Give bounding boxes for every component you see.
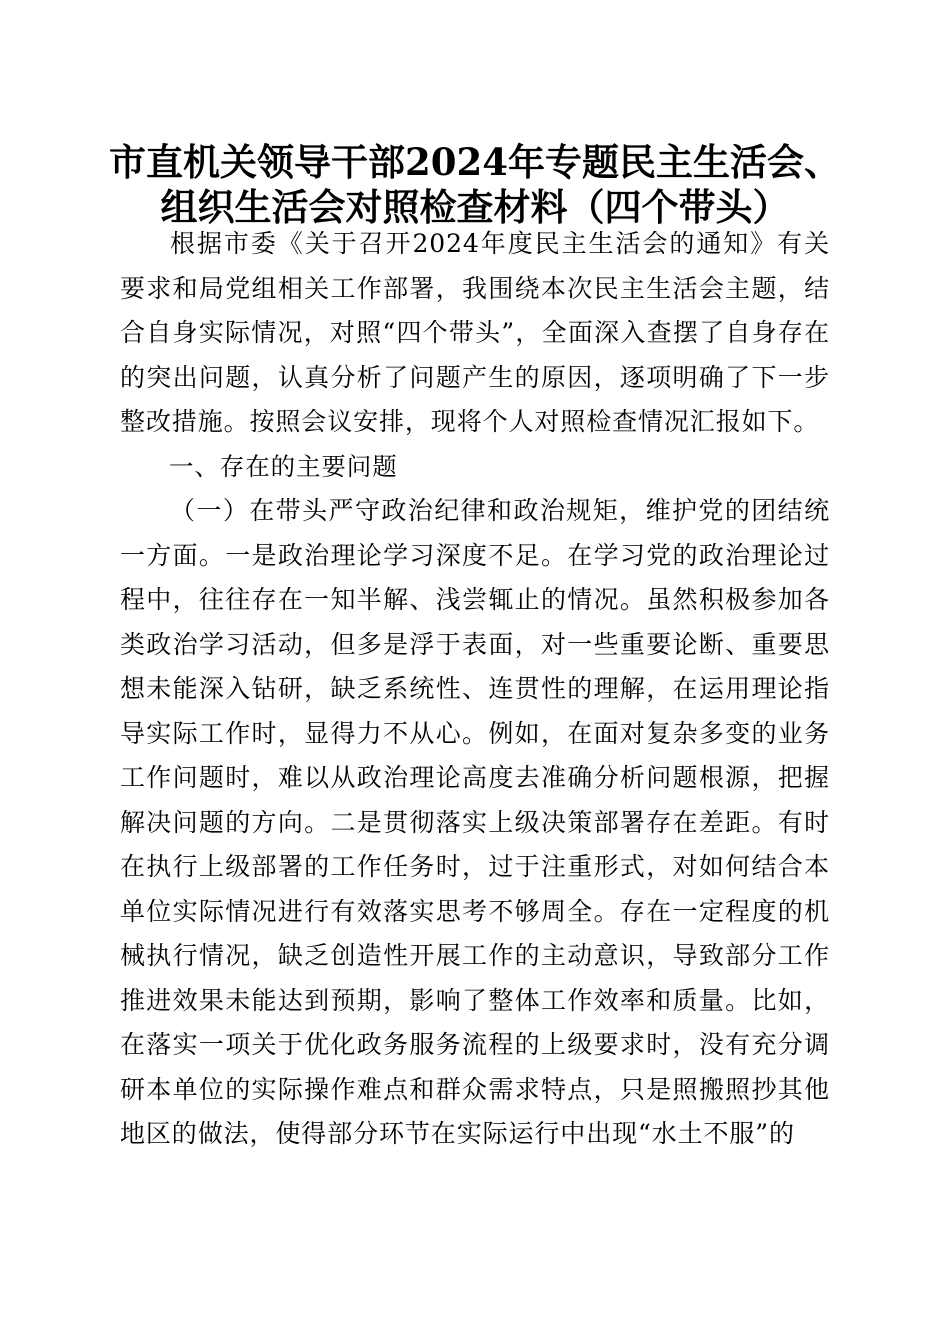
- intro-paragraph: 根据市委《关于召开2024年度民主生活会的通知》有关要求和局党组相关工作部署，我围绕本次民主生活会主题，结合自身实际情况，对照“四个带头”，全面深入查摆了自身存在的突出问题，认真分析了问题产生的原因，逐项明确了下一步整改措施。按照会议安排，现将个人对照检查情况汇报如下。: [120, 229, 830, 436]
- section-heading: 一、存在的主要问题: [169, 451, 398, 481]
- body-paragraph: （一）在带头严守政治纪律和政治规矩，维护党的团结统一方面。一是政治理论学习深度不足。在学习党的政治理论过程中，往往存在一知半解、浅尝辄止的情况。虽然积极参加各类政治学习活动，但多是浮于表面，对一些重要论断、重要思想未能深入钻研，缺乏系统性、连贯性的理解，在运用理论指导实际工作时，显得力不从心。例如，在面对复杂多变的业务工作问题时，难以从政治理论高度去准确分析问题根源，把握解决问题的方向。二是贯彻落实上级决策部署存在差距。有时在执行上级部署的工作任务时，过于注重形式，对如何结合本单位实际情况进行有效落实思考不够周全。存在一定程度的机械执行情况，缺乏创造性开展工作的主动意识，导致部分工作推进效果未能达到预期，影响了整体工作效率和质量。比如，在落实一项关于优化政务服务流程的上级要求时，没有充分调研本单位的实际操作难点和群众需求特点，只是照搬照抄其他地区的做法，使得部分环节在实际运行中出现“水土不服”的: [120, 496, 830, 1148]
- document-title-line-2: 组织生活会对照检查材料（四个带头）: [160, 185, 790, 229]
- document-body: [120, 222, 830, 1157]
- document-title-line-1: 市直机关领导干部2024年专题民主生活会、: [109, 140, 841, 184]
